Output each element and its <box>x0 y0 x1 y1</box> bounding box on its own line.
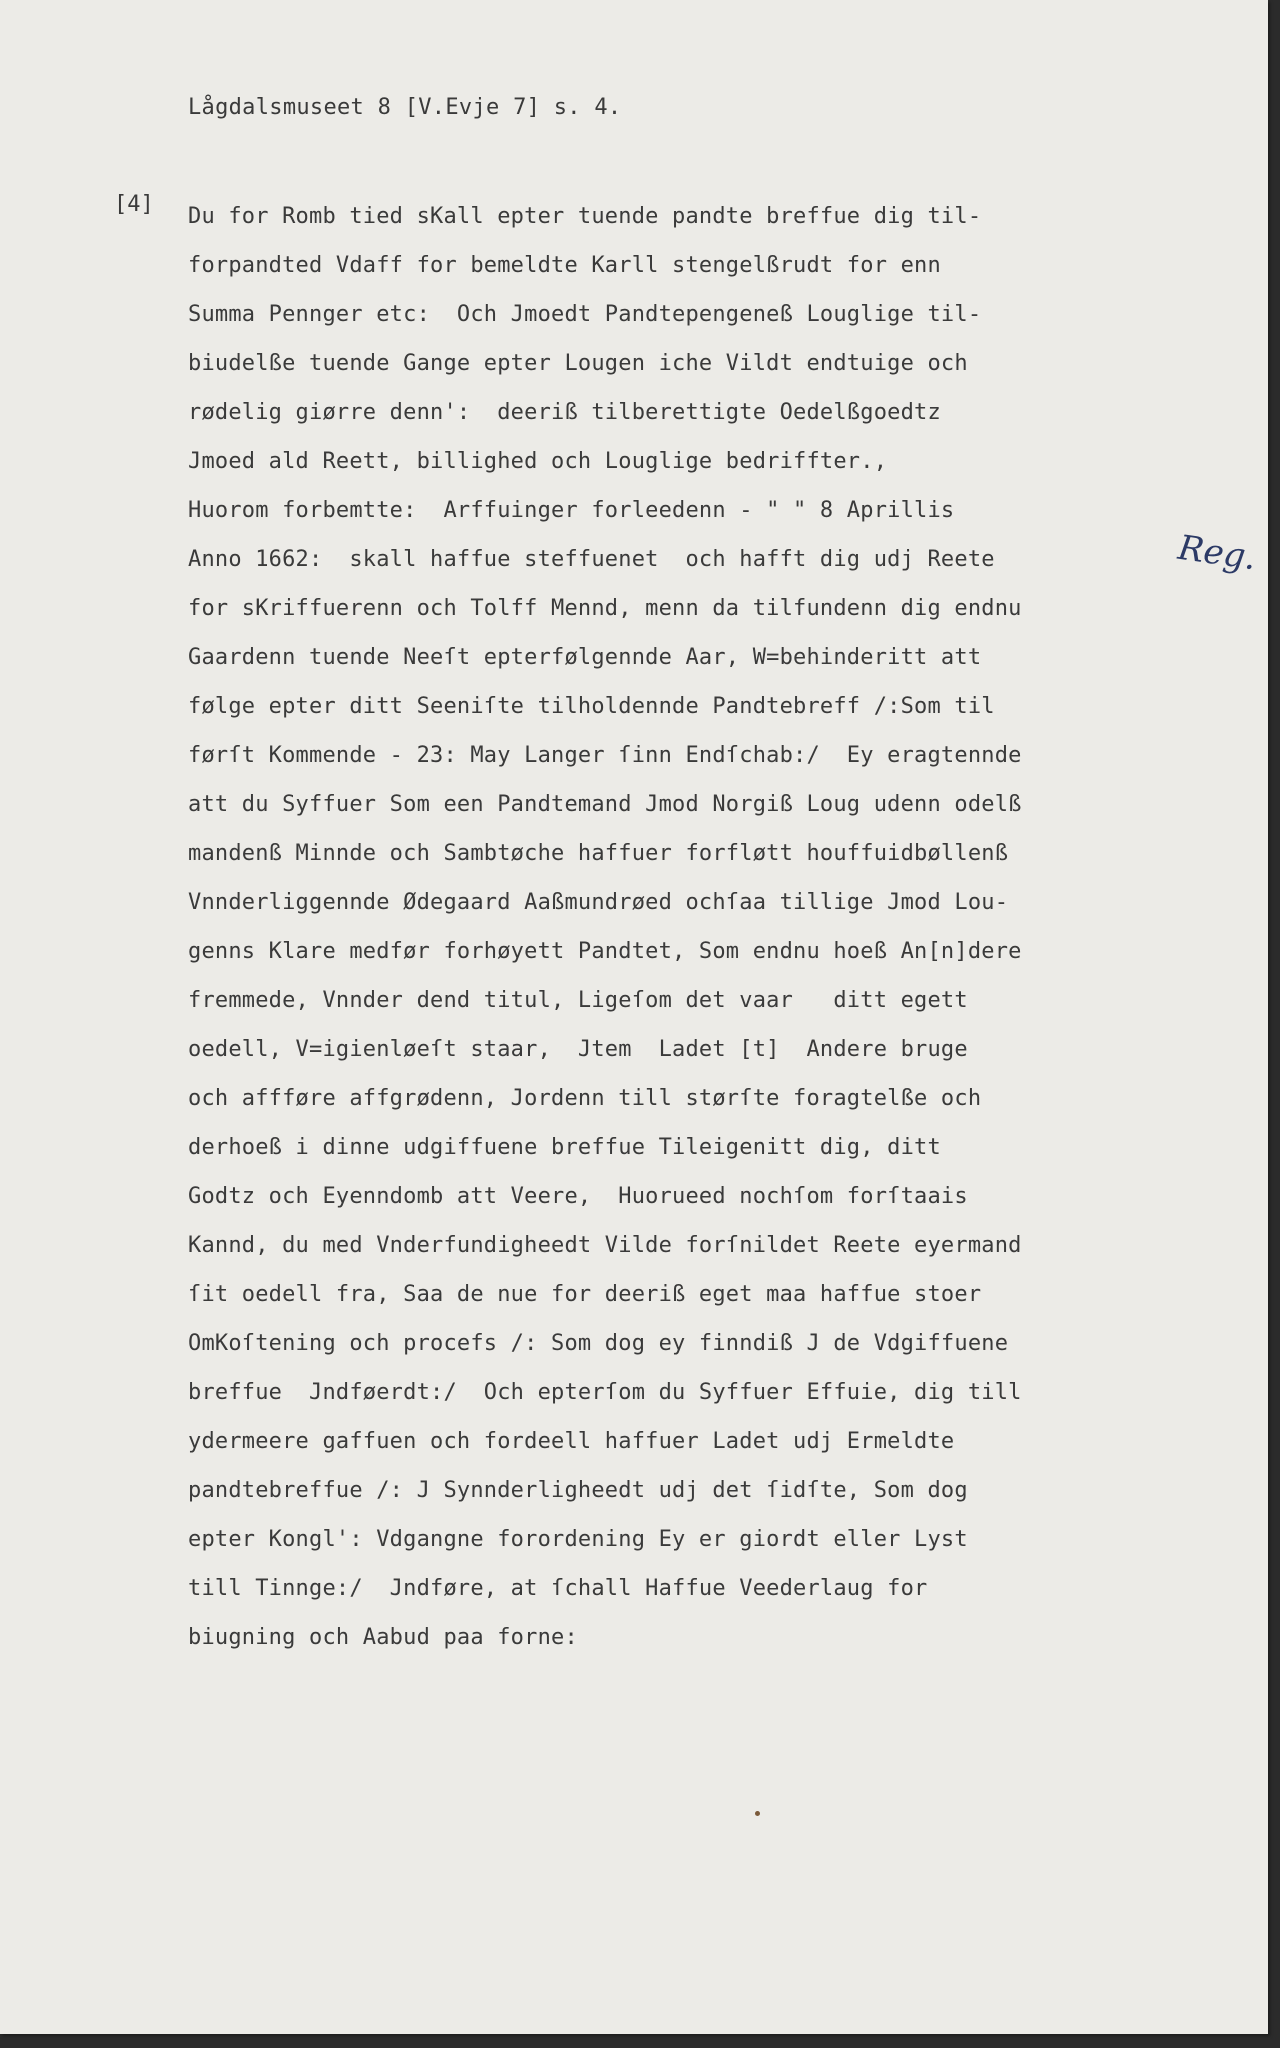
text-line: Jmoed ald Reett, billighed och Louglige bedriffter., <box>188 449 888 474</box>
text-line: Summa Pennger etc: Och Jmoedt Pandtepengeneß Louglige til- <box>188 302 982 327</box>
text-line: mandenß Minnde och Sambtøche haffuer forfløtt houffuidbøllenß <box>188 841 1009 866</box>
text-line: och affføre affgrødenn, Jordenn till størſte foragtelße och <box>188 1086 982 1111</box>
text-line: pandtebreffue /: J Synnderligheedt udj det ſidſte, Som dog <box>188 1478 968 1503</box>
ink-dot <box>755 1811 760 1816</box>
text-line: Huorom forbemtte: Arffuinger forleedenn - " " 8 Aprillis <box>188 498 955 523</box>
text-line: rødelig giørre denn': deeriß tilberettigte Oedelßgoedtz <box>188 400 941 425</box>
text-line: Du for Romb tied sKall epter tuende pandte breffue dig til- <box>188 204 982 229</box>
text-line: Gaardenn tuende Neeſt epterfølgennde Aar, W=behinderitt att <box>188 645 982 670</box>
text-line: Vnnderliggennde Ødegaard Aaßmundrøed ochſaa tillige Jmod Lou- <box>188 890 1009 915</box>
text-line: att du Syffuer Som een Pandtemand Jmod Norgiß Loug udenn odelß <box>188 792 1022 817</box>
text-line: biudelße tuende Gange epter Lougen iche Vildt endtuige och <box>188 351 968 376</box>
transcription-body <box>188 192 1188 1662</box>
text-line: derhoeß i dinne udgiffuene breffue Tileigenitt dig, ditt <box>188 1135 941 1160</box>
text-line: ſit oedell fra, Saa de nue for deeriß eget maa haffue stoer <box>188 1282 982 1307</box>
handwritten-margin-note: Reg. <box>1175 527 1259 579</box>
text-line: Godtz och Eyenndomb att Veere, Huorueed nochſom forſtaais <box>188 1184 968 1209</box>
paragraph-number: [4] <box>114 192 154 217</box>
text-line: genns Klare medfør forhøyett Pandtet, Som endnu hoeß An[n]dere <box>188 939 1022 964</box>
text-line: ydermeere gaffuen och fordeell haffuer Ladet udj Ermeldte <box>188 1429 955 1454</box>
text-line: Anno 1662: skall haffue steffuenet och hafft dig udj Reete <box>188 547 995 572</box>
text-line: følge epter ditt Seeniſte tilholdennde Pandtebreff /:Som til <box>188 694 995 719</box>
text-line: forpandted Vdaff for bemeldte Karll stengelßrudt for enn <box>188 253 941 278</box>
text-line: OmKoſtening och procefs /: Som dog ey finndiß J de Vdgiffuene <box>188 1331 1009 1356</box>
text-line: epter Kongl': Vdgangne forordening Ey er giordt eller Lyst <box>188 1527 968 1552</box>
text-line: Kannd, du med Vnderfundigheedt Vilde forſnildet Reete eyermand <box>188 1233 1022 1258</box>
text-line: breffue Jndføerdt:/ Och epterſom du Syffuer Effuie, dig till <box>188 1380 1022 1405</box>
text-line: førſt Kommende - 23: May Langer ſinn Endſchab:/ Ey eragtennde <box>188 743 1022 768</box>
text-line: oedell, V=igienløeſt staar, Jtem Ladet [t] Andere bruge <box>188 1037 968 1062</box>
text-line: for sKriffuerenn och Tolff Mennd, menn da tilfundenn dig endnu <box>188 596 1022 621</box>
document-header: Lågdalsmuseet 8 [V.Evje 7] s. 4. <box>188 95 622 120</box>
text-line: till Tinnge:/ Jndføre, at ſchall Haffue Veederlaug for <box>188 1576 928 1601</box>
text-line: biugning och Aabud paa forne: <box>188 1625 578 1650</box>
text-line: fremmede, Vnnder dend titul, Ligeſom det vaar ditt egett <box>188 988 968 1013</box>
